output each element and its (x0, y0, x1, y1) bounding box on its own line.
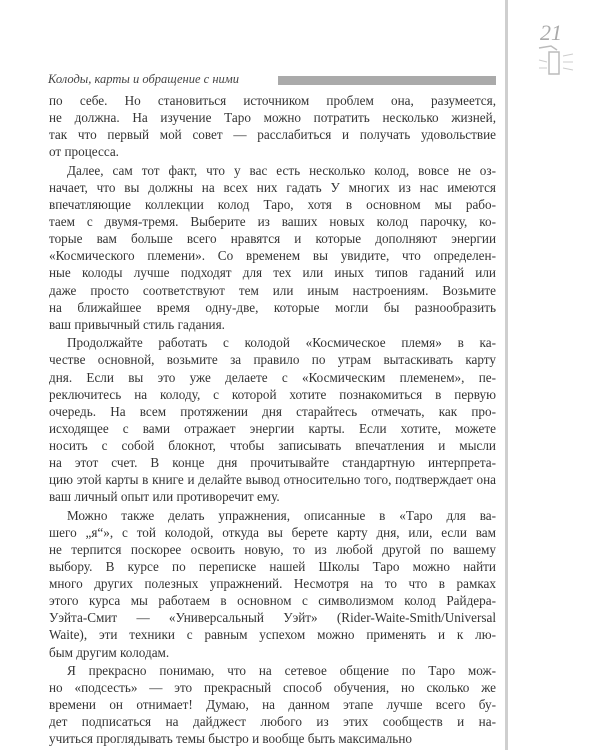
text-line: Уэйта-Смит — «Универсальный Уэйт» (Rider-Waite-Smith/Universal (49, 610, 496, 626)
text-line: исходящее с вами отражает энергии карты. Если хотите, можете (49, 420, 496, 436)
text-line: много других полезных упражнений. Несмотря на то что в рамках (49, 576, 496, 592)
body-text (49, 92, 496, 749)
text-line: реключитесь на колоду, с которой хотите познакомиться в первую (49, 386, 496, 402)
text-line: Можно также делать упражнения, описанные в «Таро для ва- (67, 507, 496, 523)
text-line: не терпится поскорее освоить новую, то из любой другой по вашему (49, 541, 496, 557)
text-line: честве основной, возьмите за правило по утрам вытаскивать карту (49, 352, 496, 368)
text-line: на этот счет. В конце дня прочитывайте стандартную интерпрета- (49, 454, 496, 470)
text-line: носить с собой блокнот, чтобы записывать впечатления и мысли (49, 437, 496, 453)
page-number: 21 (540, 20, 562, 45)
text-line: Waite), эти техники с равным успехом можно применять и к лю- (49, 627, 496, 643)
text-line: впечатляющие коллекции колод Таро, хотя в основном мы рабо- (49, 197, 496, 213)
text-line: бым другим колодам. (49, 644, 170, 660)
text-line: Продолжайте работать с колодой «Космическое племя» в ка- (67, 335, 496, 351)
text-line: не должна. На изучение Таро можно потратить несколько жизней, (49, 110, 496, 126)
text-line: на ближайшее время одну-две, которые могли бы разнообразить (49, 299, 496, 315)
paragraph (49, 162, 496, 333)
header-bar (278, 76, 496, 85)
text-line: таем с двумя-тремя. Выберите из ваших новых колод парочку, ко- (49, 214, 496, 230)
text-line: шего „я“», с той колодой, откуда вы берете карту дня, или, если вам (49, 524, 496, 540)
text-line: даже просто соответствуют тем или иным настроениям. Возьмите (49, 282, 496, 298)
text-line: от процесса. (49, 144, 119, 160)
text-line: по себе. Но становиться источником проблем она, разумеется, (49, 93, 496, 108)
running-header: Колоды, карты и обращение с ними (48, 72, 239, 86)
text-line: так что первый мой совет — расслабиться и получать удовольствие (49, 127, 496, 143)
text-line: цию этой карты в книге и делайте вывод относительно того, подтверждает она (49, 472, 496, 488)
margin-rule (505, 0, 508, 750)
text-line: Далее, сам тот факт, что у вас есть несколько колод, вовсе не оз- (67, 162, 496, 178)
text-line: ваш личный опыт или противоречит ему. (49, 489, 280, 505)
text-line: дет подписаться на дайджест любого из этих сообществ и на- (49, 714, 496, 730)
text-line: «Космического племени». Со временем вы увидите, что определен- (49, 248, 496, 264)
text-line: но «подсесть» — это прекрасный способ обучения, но сколько же (49, 680, 496, 696)
text-line: дня. Если вы это уже делаете с «Космическим племенем», пе- (49, 369, 496, 385)
text-line: Я прекрасно понимаю, что на сетевое общение по Таро мож- (67, 663, 496, 679)
text-line: ные колоды лучше подходят для тех или иных типов гаданий или (49, 265, 496, 281)
text-line: учиться проглядывать темы быстро и вообще быть максимально (49, 731, 412, 747)
hand-card-ornament-icon (535, 40, 575, 80)
text-line: ваш привычный стиль гадания. (49, 316, 225, 332)
paragraph (49, 92, 496, 160)
text-line: выбору. В курсе по переписке нашей Школы Таро можно найти (49, 559, 496, 575)
paragraph (49, 507, 496, 661)
paragraph (49, 662, 496, 747)
text-line: торые вам больше всего нравятся и которые дополняют энергии (49, 231, 496, 247)
paragraph (49, 334, 496, 505)
text-line: этого курса мы работаем в основном с символизмом колод Райдера- (49, 593, 496, 609)
text-line: начает, что вы должны на всех них гадать У многих из нас имеются (49, 179, 496, 195)
text-line: времени он отнимает! Думаю, на данном этапе лучше всего бу- (49, 697, 496, 713)
text-line: очередь. На всем протяжении дня старайтесь отмечать, как про- (49, 403, 496, 419)
